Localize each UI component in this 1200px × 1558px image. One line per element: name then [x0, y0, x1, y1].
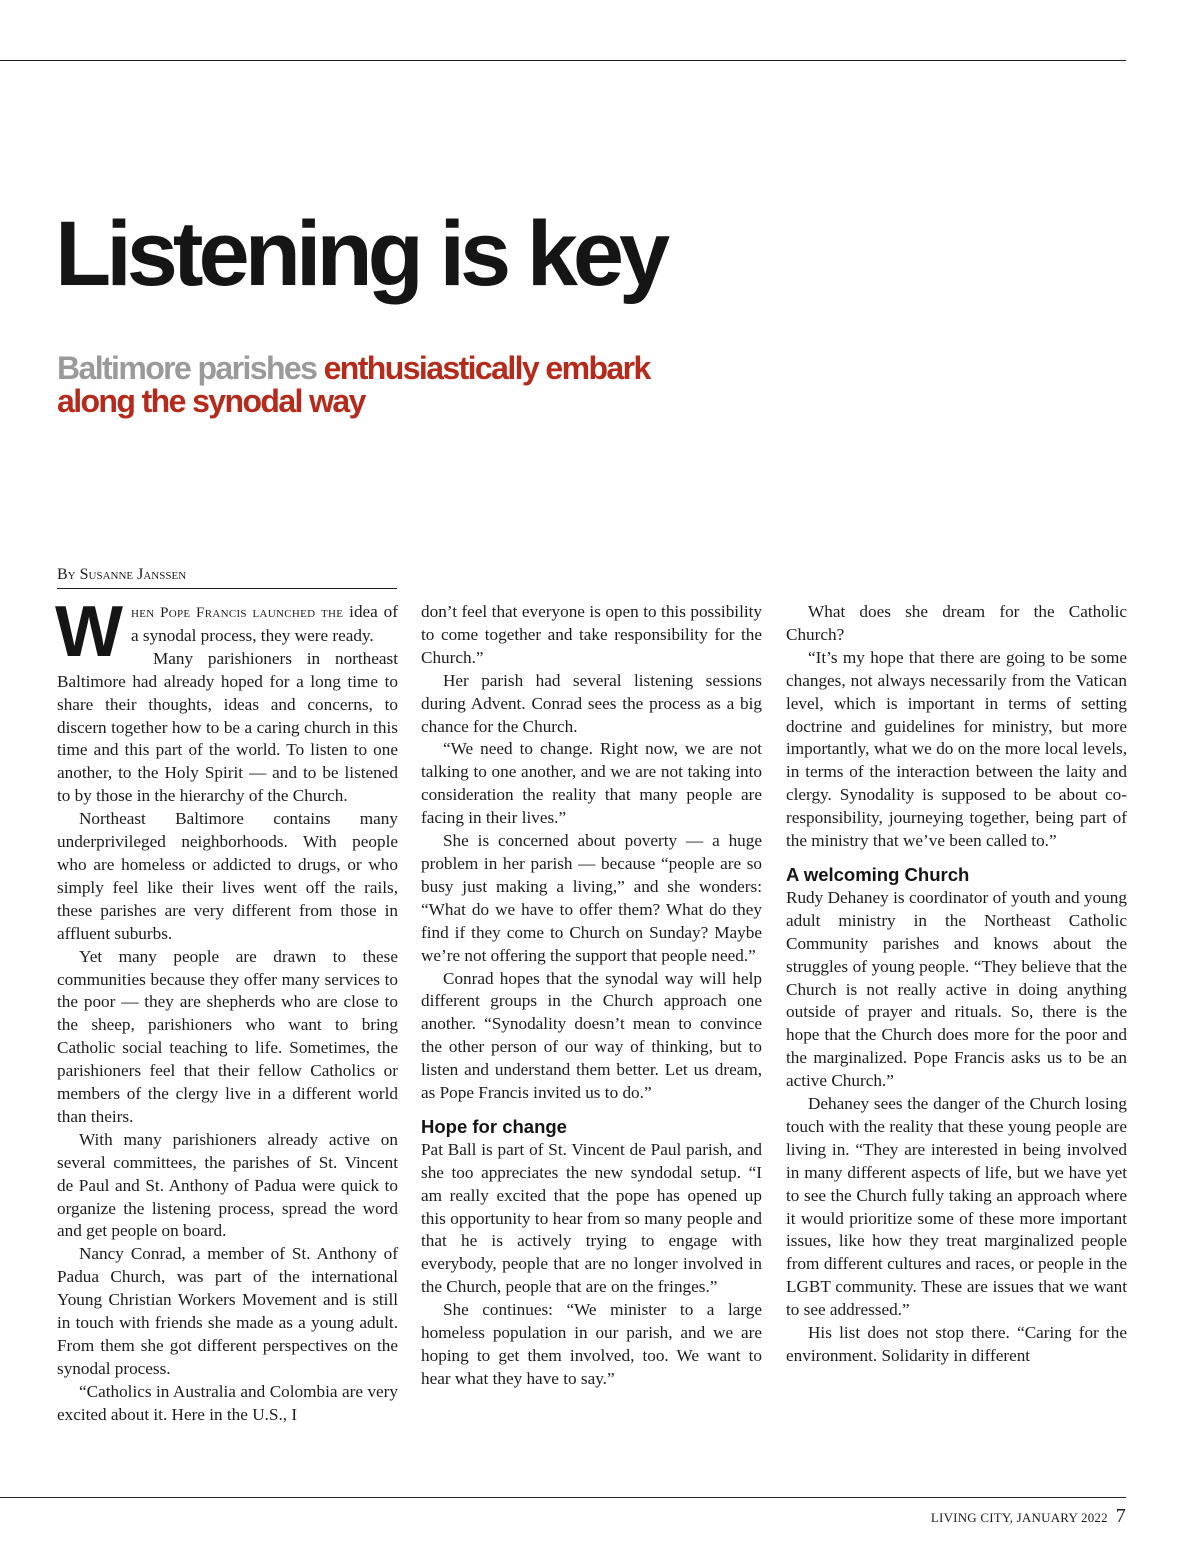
- paragraph: Conrad hopes that the synodal way will help different groups in the Church approach one another. “Synodality doesn’t mean to convince the other person of our way of thinking, but to listen and understand them better. Let us dream, as Pope Francis invited us to do.”: [421, 968, 762, 1103]
- section-heading-hope-for-change: Hope for change: [421, 1115, 567, 1137]
- paragraph: With many parishioners already active on several committees, the parishes of St. Vincent de Paul and St. Anthony of Padua were quick to organize the listening process, spread the word and get people on board.: [57, 1129, 398, 1241]
- paragraph: Pat Ball is part of St. Vincent de Paul parish, and she too appreciates the new syndodal setup. “I am really excited that the pope has opened up this opportunity to hear from so many people and that he is actively trying to engage with everybody, people that are no longer involved in the Church, people that are on the fringes.”: [421, 1139, 762, 1297]
- paragraph: What does she dream for the Catholic Church?: [786, 602, 1127, 644]
- paragraph: She is concerned about poverty — a huge problem in her parish — because “people are so busy just making a living,” and she wonders: “What do we have to offer them? What do they find if they come to Church on Sunday? Maybe we’re not offering the support that people need.”: [421, 831, 762, 965]
- column-2: [421, 601, 762, 1391]
- lead-in-small-caps: hen Pope Francis launched the: [130, 605, 344, 621]
- page-number: 7: [1115, 1505, 1126, 1527]
- lead-paragraph: [55, 592, 398, 672]
- subhead-red-part: enthusiastically embark along the synodal way: [57, 350, 650, 419]
- paragraph: Northeast Baltimore contains many underprivileged neighborhoods. With people who are homeless or addicted to drugs, or who simply feel like their lives went off the rails, these parishes are very different from those in affluent suburbs.: [57, 809, 398, 943]
- headline: Listening is key: [55, 203, 666, 305]
- paragraph: Rudy Dehaney is coordinator of youth and young adult ministry in the Northeast Catholic Community parishes and knows about the struggles of young people. “They believe that the Church is not really active in doing anything outside of prayer and rituals. So, there is the hope that the Church does more for the poor and the marginalized. Pope Francis asks us to be an active Church.”: [786, 887, 1127, 1091]
- section-heading-welcoming-church: A welcoming Church: [786, 863, 970, 885]
- page-footer: [931, 1503, 1126, 1531]
- paragraph: don’t feel that everyone is open to this possibility to come together and take responsibility for the Church.”: [421, 602, 762, 667]
- paragraph: “It’s my hope that there are going to be some changes, not always necessarily from the Vatican level, which is important in terms of setting doctrine and guidelines for ministry, but more importantly, what we do on the more local levels, in terms of the interaction between the laity and clergy. Synodality is supposed to be about co-responsibility, journeying together, being part of the ministry that we’ve been called to.”: [786, 647, 1127, 851]
- paragraph: Yet many people are drawn to these communities because they offer many services to the poor — they are shepherds who are close to the sheep, parishioners who want to bring Catholic social teaching to life. Sometimes, the parishioners feel that their fellow Catholics or members of the clergy live in a different world than theirs.: [57, 946, 398, 1126]
- subhead-gray-part: Baltimore parishes: [57, 350, 324, 386]
- publication-name: LIVING CITY, JANUARY 2022: [930, 1510, 1108, 1525]
- paragraph: “Catholics in Australia and Colombia are very excited about it. Here in the U.S., I: [57, 1381, 398, 1424]
- bottom-rule: [0, 1497, 1126, 1498]
- subhead: [57, 352, 697, 418]
- paragraph: Dehaney sees the danger of the Church losing touch with the reality that these young people are living in. “They are interested in being involved in many different aspects of life, but we have yet to see the Church fully taking an approach where it would prioritize some of these more important issues, like how they treat marginalized people from different cultures and races, or people in the LGBT community. These are issues that we want to see addressed.”: [786, 1094, 1127, 1320]
- top-rule: [0, 60, 1126, 61]
- drop-cap: W: [55, 592, 123, 672]
- byline: By Susanne Janssen: [57, 565, 397, 589]
- lead-paragraph-rest: idea of a synodal process, they were ready.: [130, 602, 398, 645]
- paragraph: His list does not stop there. “Caring for the environment. Solidarity in different: [786, 1323, 1127, 1365]
- paragraph: She continues: “We minister to a large homeless population in our parish, and we are hoping to get them involved, too. We want to hear what they have to say.”: [421, 1300, 762, 1388]
- paragraph: Many parishioners in northeast Baltimore had already hoped for a long time to share their thoughts, ideas and concerns, to discern together how to be a caring church in this time and this part of the world. To listen to one another, to the Holy Spirit — and to be listened to by those in the hierarchy of the Church.: [57, 648, 398, 806]
- paragraph: “We need to change. Right now, we are not talking to one another, and we are not taking into consideration the reality that many people are facing in their lives.”: [421, 739, 762, 828]
- column-1: [55, 592, 398, 1427]
- paragraph: Nancy Conrad, a member of St. Anthony of Padua Church, was part of the international Young Christian Workers Movement and is still in touch with friends she made as a young adult. From them she got different perspectives on the synodal process.: [57, 1244, 398, 1378]
- paragraph: Her parish had several listening sessions during Advent. Conrad sees the process as a big chance for the Church.: [421, 670, 762, 736]
- column-3: [786, 601, 1127, 1368]
